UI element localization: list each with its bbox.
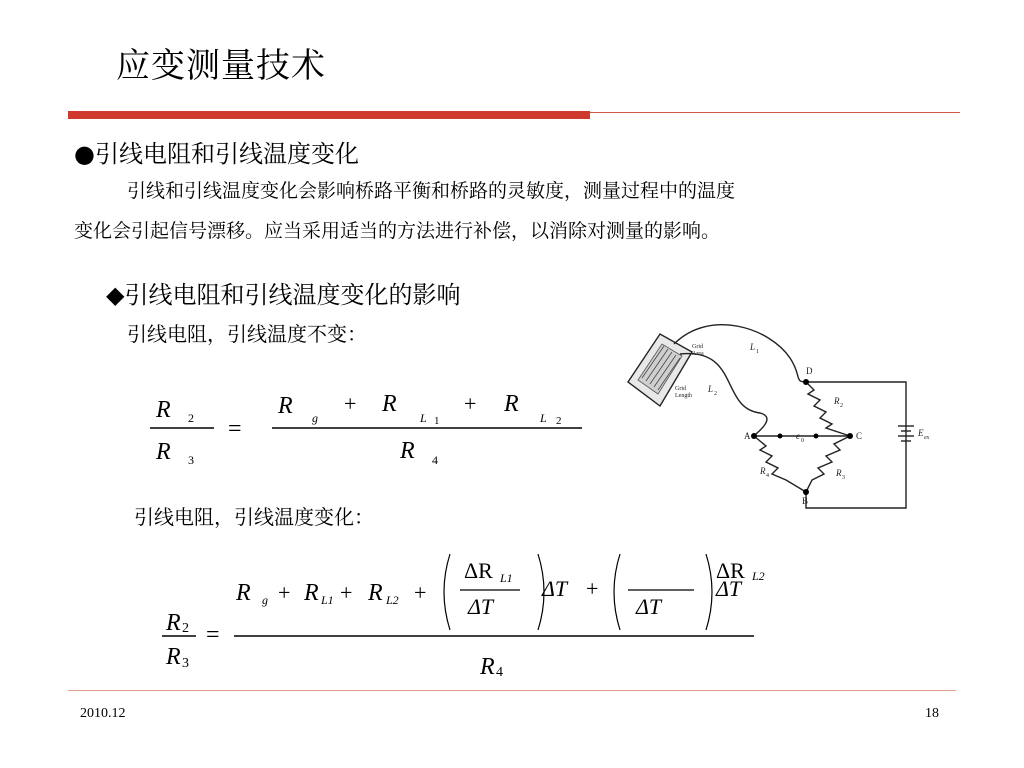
node-a-dot <box>751 433 757 439</box>
title-accent-bar <box>68 111 590 119</box>
e0-tap-right-dot <box>814 434 819 439</box>
footer-date: 2010.12 <box>80 706 126 721</box>
eq2-plus-1: + <box>278 580 291 605</box>
label-e0-sub: 0 <box>801 438 804 444</box>
eq1-plus-1: + <box>344 391 357 416</box>
eq1-rl2-sub: L <box>540 411 547 425</box>
eq2-r4: R <box>480 654 495 680</box>
eq2-rl2: R <box>368 580 383 606</box>
lead-wire-l2 <box>680 354 767 437</box>
eq2-r2: R <box>166 610 181 636</box>
eq1-rl1: R <box>382 391 397 417</box>
eq2-delta-t-mul: ΔT <box>542 576 568 601</box>
label-node-c: C <box>856 431 863 441</box>
eq2-plus-3: + <box>414 580 427 605</box>
case1-caption: 引线电阻，引线温度不变： <box>127 322 367 346</box>
page-number: 18 <box>925 706 939 721</box>
eq2-delta-rl1: ΔR <box>464 558 493 583</box>
label-eex: E <box>918 428 924 438</box>
eq2-delta-t-den-1: ΔT <box>468 594 494 619</box>
label-e0: e <box>796 431 800 441</box>
subsection-heading: ◆引线电阻和引线温度变化的影响 <box>106 281 461 309</box>
title-divider <box>590 112 960 113</box>
eq1-r3-sub: 3 <box>188 453 194 467</box>
eq1-equals: = <box>228 416 242 442</box>
label-l1-sub: 1 <box>756 349 759 355</box>
case2-caption: 引线电阻，引线温度变化： <box>134 505 374 529</box>
node-c-dot <box>847 433 853 439</box>
eq2-delta-rl2: ΔR <box>716 558 745 583</box>
eq1-r3: R <box>156 439 171 465</box>
label-r3-sub: 3 <box>842 475 845 481</box>
e0-tap-left-dot <box>778 434 783 439</box>
node-d-dot <box>803 379 809 385</box>
eq1-r2-sub: 2 <box>188 411 194 425</box>
eq2-delta-rl2-sub: L2 <box>752 569 765 583</box>
section-heading: ●引线电阻和引线温度变化 <box>74 140 359 168</box>
grid-length-label-line1: Grid <box>675 386 686 392</box>
eq2-paren-open-2 <box>614 554 620 630</box>
eq2-rg: R <box>236 580 251 606</box>
eq1-rl1-sub2: 1 <box>434 415 440 427</box>
label-r2: R <box>834 396 840 406</box>
eq1-rl2: R <box>504 391 519 417</box>
eq2-delta-t-den-2: ΔT <box>636 594 662 619</box>
eq2-paren-close-2 <box>706 554 712 630</box>
eq1-r4: R <box>400 438 415 464</box>
bridge-outer-loop <box>806 382 906 508</box>
eq2-delta-rl1-sub: L1 <box>500 571 513 585</box>
strain-gauge-bridge-diagram <box>620 318 950 518</box>
eq2-r3: R <box>166 644 181 670</box>
eq2-delta-t-trail: ΔT <box>716 576 742 601</box>
footer-divider <box>68 690 956 691</box>
grid-area-label-line2: Area <box>692 351 704 357</box>
eq1-rl1-sub: L <box>420 411 427 425</box>
eq2-r2-sub: 2 <box>182 621 189 636</box>
eq2-rl2-sub: L2 <box>386 593 399 607</box>
eq2-r3-sub: 3 <box>182 656 189 671</box>
label-r4-sub: 4 <box>766 473 769 479</box>
label-l2: L <box>708 384 714 394</box>
label-eex-sub: ex <box>924 435 930 441</box>
eq1-rg: R <box>278 393 293 419</box>
label-r3: R <box>836 468 842 478</box>
paragraph-line-1: 引线和引线温度变化会影响桥路平衡和桥路的灵敏度，测量过程中的温度 <box>127 180 736 202</box>
eq2-rl1-sub: L1 <box>321 593 334 607</box>
eq2-equals: = <box>206 622 220 648</box>
equation-2 <box>150 548 780 684</box>
label-r2-sub: 2 <box>840 403 843 409</box>
eq1-r2: R <box>156 397 171 423</box>
label-l2-sub: 2 <box>714 391 717 397</box>
label-node-a: A <box>744 431 751 441</box>
label-l1: L <box>750 342 756 352</box>
grid-length-label-line2: Length <box>675 393 692 399</box>
eq1-plus-2: + <box>464 391 477 416</box>
resistor-r3 <box>806 436 850 492</box>
node-b-dot <box>803 489 809 495</box>
eq1-r4-sub: 4 <box>432 453 438 467</box>
eq1-rg-sub: g <box>312 411 318 425</box>
eq2-rg-sub: g <box>262 593 268 607</box>
equation-1 <box>140 380 600 472</box>
resistor-r2 <box>806 382 850 436</box>
slide-title: 应变测量技术 <box>116 46 326 86</box>
eq2-paren-open-1 <box>444 554 450 630</box>
label-node-b: B <box>802 496 809 506</box>
eq2-rl1: R <box>304 580 319 606</box>
eq2-plus-4: + <box>586 576 599 601</box>
eq2-r4-sub: 4 <box>496 665 503 680</box>
grid-area-label-line1: Grid <box>692 344 703 350</box>
label-node-d: D <box>806 366 813 376</box>
eq1-rl2-sub2: 2 <box>556 415 562 427</box>
eq2-plus-2: + <box>340 580 353 605</box>
paragraph-line-2: 变化会引起信号漂移。应当采用适当的方法进行补偿，以消除对测量的影响。 <box>74 220 721 242</box>
resistor-r4 <box>754 436 806 492</box>
label-r4: R <box>760 466 766 476</box>
